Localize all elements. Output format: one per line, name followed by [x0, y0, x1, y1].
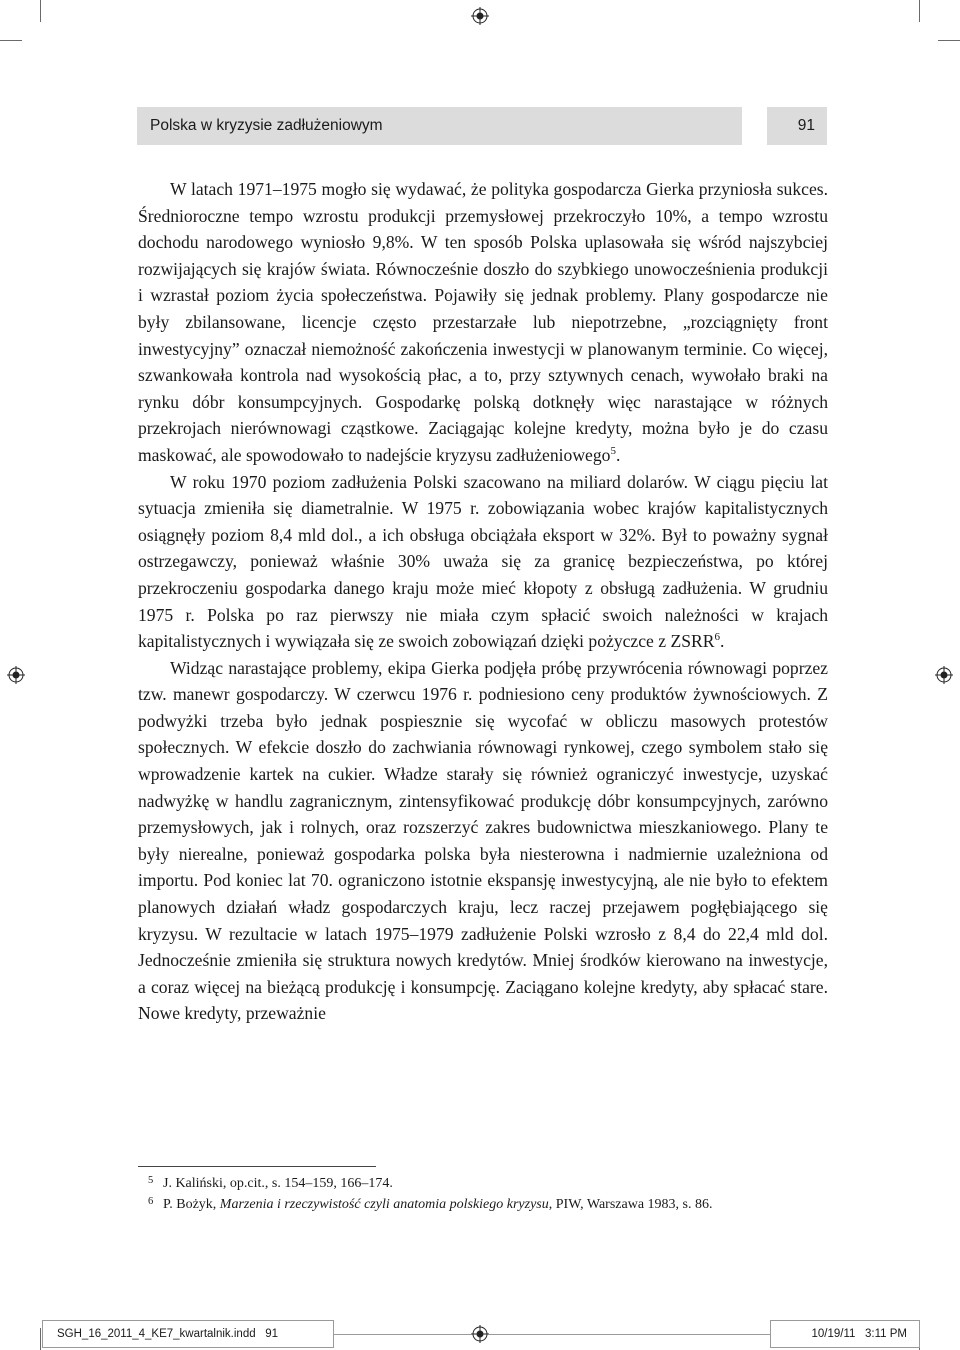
- footnote-number: 6: [148, 1196, 154, 1207]
- crop-mark: [0, 40, 22, 41]
- footnote-number: 5: [148, 1175, 154, 1186]
- crop-mark: [919, 0, 920, 22]
- footnote-ref: 6: [714, 631, 720, 644]
- footnote-ref: 5: [610, 445, 616, 458]
- crop-mark: [938, 40, 960, 41]
- running-title: Polska w kryzysie zadłużeniowym: [137, 107, 742, 145]
- slug-rule: [489, 1334, 770, 1335]
- registration-mark-icon: [935, 666, 953, 684]
- registration-mark-icon: [7, 666, 25, 684]
- footnote-text: P. Bożyk, Marzenia i rzeczywistość czyli anatomia polskiego kryzysu, PIW, Warszawa 1983, s. 86.: [163, 1197, 713, 1212]
- crop-mark: [40, 1328, 41, 1350]
- footnote-separator: [138, 1166, 376, 1167]
- book-title: Marzenia i rzeczywistość czyli anatomia polskiego kryzysu: [219, 1197, 549, 1212]
- slug-filename: SGH_16_2011_4_KE7_kwartalnik.indd 91: [42, 1320, 334, 1348]
- slug-rule: [334, 1334, 471, 1335]
- body-text: [138, 176, 828, 1027]
- running-header: [137, 107, 827, 145]
- registration-mark-icon: [471, 7, 489, 25]
- paragraph: W roku 1970 poziom zadłużenia Polski szacowano na miliard dolarów. W ciągu pięciu lat sytuacja zmieniła się diametralnie. W 1975 r. zobowiązania wobec krajów kapitalistycznych osiągnęły poziom 8,4 mld dol., a ich obsługa obciążała eksport w 32%. Był to poważny sygnał ostrzegawczy, ponieważ właśnie 30% uważa się za granicę bezpieczeństwa, po której przekroczeniu gospodarka danego kraju może mieć kłopoty z obsługą zadłużenia. W grudniu 1975 r. Polska po raz pierwszy nie miała czym spłacić swoich należności w krajach kapitalistycznych i wywiązała się ze swoich zobowiązań dzięki pożyczce z ZSRR$^6$.: [138, 471, 828, 652]
- crop-mark: [40, 0, 41, 22]
- paragraph: Widząc narastające problemy, ekipa Gierka podjęła próbę przywrócenia równowagi poprzez tzw. manewr gospodarczy. W czerwcu 1976 r. podniesiono ceny produktów żywnościowych. Z podwyżki trzeba było jednak pospiesznie się wycofać w obliczu masowych protestów społecznych. W efekcie doszło do zachwiania równowagi rynkowej, czego symbolem stało się wprowadzenie kartek na cukier. Władze starały się również ograniczyć inwestycje, uzyskać nadwyżkę w handlu zagranicznym, zintensyfikować produkcję dóbr konsumpcyjnych, zarówno przemysłowych, jak i rolnych, oraz rozszerzyć zakres budownictwa mieszkaniowego. Plany te były nierealne, ponieważ gospodarka polska była niesterowna i nadmiernie uzależniona od importu. Pod koniec lat 70. ograniczono istotnie ekspansję inwestycyjną, ale nie było to efektem planowych działań władz gospodarczych kraju, lecz raczej przejawem pogłębiającego się kryzysu. W rezultacie w latach 1975–1979 zadłużenie Polski wzrosło z 8,4 do 22,4 mld dol. Jednocześnie zmieniła się struktura nowych kredytów. Mniej środków kierowano na inwestycje, a coraz więcej na bieżącą produkcję i konsumpcję. Zaciągano kolejne kredyty, aby spłacać stare. Nowe kredyty, przeważnie: [138, 657, 828, 1024]
- registration-mark-icon: [471, 1325, 489, 1343]
- footnote: [138, 1173, 828, 1194]
- page-number: 91: [767, 107, 827, 145]
- footnote-text: J. Kaliński, op.cit., s. 154–159, 166–174.: [163, 1176, 393, 1191]
- footnote: [138, 1194, 828, 1215]
- paragraph: W latach 1971–1975 mogło się wydawać, że polityka gospodarcza Gierka przyniosła sukces. Średnioroczne tempo wzrostu produkcji przemysłowej przekroczyło 10%, a tempo wzrostu dochodu narodowego wyniosło 9,8%. W ten sposób Polska uplasowała się wśród najszybciej rozwijających się krajów świata. Równocześnie doszło do szybkiego unowocześnienia produkcji i wzrastał poziom życia społeczeństwa. Pojawiły się jednak problemy. Plany gospodarcze nie były zbilansowane, licencje często przestarzałe lub niepotrzebne, „rozciągnięty front inwestycyjny” oznaczał niemożność zakończenia inwestycji w planowanym terminie. Co więcej, szwankowała kontrola nad wysokością płac, a to, przy sztywnych cenach, wywołało braki na rynku dóbr konsumpcyjnych. Gospodarkę polską dotknęły więc narastające w różnych przekrojach nierównowagi cząstkowe. Zaciągając kolejne kredyty, można było je do czasu maskować, ale spowodowało to nadejście kryzysu zadłużeniowego$^5$.: [138, 179, 828, 465]
- slug-timestamp: 10/19/11 3:11 PM: [770, 1320, 920, 1348]
- footnotes: [138, 1173, 828, 1215]
